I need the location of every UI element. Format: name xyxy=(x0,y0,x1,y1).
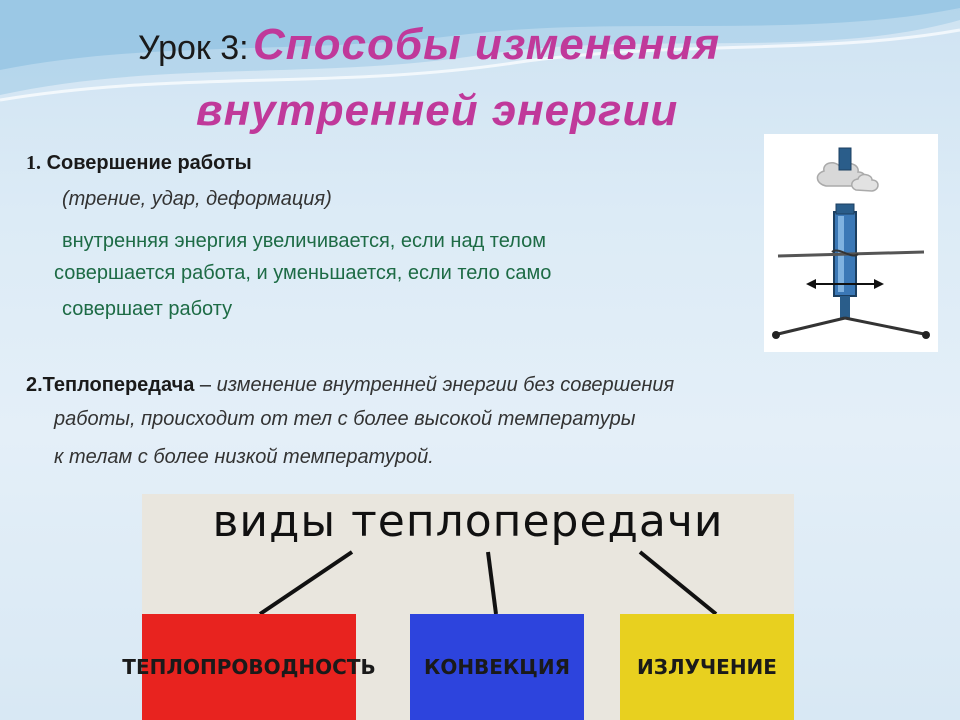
slide-title-line1 xyxy=(138,20,720,70)
radiation-box: ИЗЛУЧЕНИЕ xyxy=(620,614,794,720)
slide-title-main: Способы изменения xyxy=(253,20,721,69)
lesson-label: Урок 3: xyxy=(138,29,249,67)
section1-text-line1: внутренняя энергия увеличивается, если над телом xyxy=(62,230,546,252)
convection-box: КОНВЕКЦИЯ xyxy=(410,614,584,720)
heat-transfer-types-diagram xyxy=(122,494,794,720)
section2-def-line2: работы, происходит от тел с более высокой температуры xyxy=(54,408,636,430)
section2-line1 xyxy=(26,374,674,397)
section1-examples: (трение, удар, деформация) xyxy=(62,188,332,210)
conduction-box: ТЕПЛОПРОВОДНОСТЬ xyxy=(142,614,356,720)
section2-term: 2.Теплопередача xyxy=(26,374,195,396)
slide-title-line2: внутренней энергии xyxy=(196,86,679,135)
friction-experiment-figure xyxy=(764,134,938,352)
section2-def-line3: к телам с более низкой температурой. xyxy=(54,446,434,468)
section1-title: Совершение работы xyxy=(46,152,252,174)
section2-dash: – xyxy=(194,374,212,396)
diagram-title: виды теплопередачи xyxy=(212,496,724,547)
section1-text-line3: совершает работу xyxy=(62,298,233,320)
section2-def-line1: изменение внутренней энергии без совершения xyxy=(216,374,675,396)
section1-number: 1. xyxy=(26,152,41,174)
section1-heading xyxy=(26,152,252,175)
section1-text-line2: совершается работа, и уменьшается, если тело само xyxy=(54,262,552,284)
